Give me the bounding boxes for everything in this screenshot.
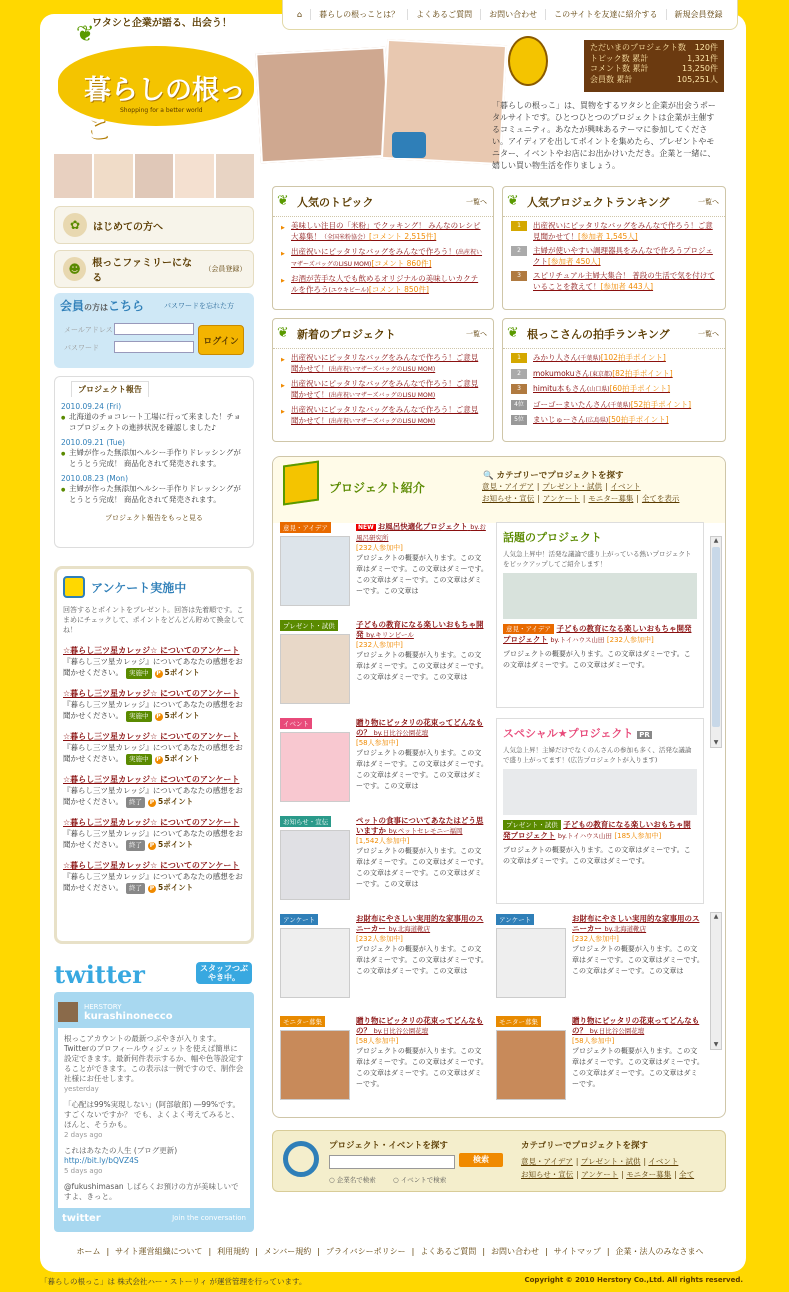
radio-event[interactable]: ○ イベントで検索 <box>393 1176 447 1184</box>
project-title: お財布にやさしい実用的な家事用のスニーカー <box>572 914 700 933</box>
project-scrollbar-2[interactable] <box>710 912 722 1050</box>
mail-label: メールアドレス <box>64 326 113 334</box>
site-stats <box>584 40 724 92</box>
search-category-links: 意見・アイデア | プレゼント・試供 | イベント お知らせ・宣伝 | アンケート | モニター募集 | 全て <box>521 1157 695 1179</box>
project-desc: プロジェクトの概要が入ります。この文章はダミーです。この文章はダミーです。この文章はダミーです。 <box>503 650 691 669</box>
first-time-button[interactable] <box>54 206 254 244</box>
separator: | <box>208 1247 212 1256</box>
leaf-icon: ❦ <box>277 325 289 341</box>
search-input[interactable] <box>329 1155 455 1169</box>
topic-item[interactable]: ▶ 美味しい注目の「米粉」でクッキング！ みんなのレシピ大募集！（全国米粉協会）[コメント 2,515件] <box>281 221 485 243</box>
search-title: プロジェクト・イベントを探す <box>329 1141 448 1151</box>
survey-desc: 『暮らし三ツ星カレッジ』についてあなたの感想をお聞かせください。 <box>63 700 243 720</box>
panel-title: 人気プロジェクトランキング <box>527 195 670 209</box>
more-link[interactable]: 一覧へ <box>466 197 487 206</box>
member-photo <box>216 154 254 198</box>
survey-desc: 『暮らし三ツ星カレッジ』についてあなたの感想をお聞かせください。 <box>63 872 243 892</box>
status-badge: 実施中 <box>126 754 152 765</box>
more-link[interactable]: 一覧へ <box>466 329 487 338</box>
footer-link[interactable]: メンバー規約 <box>263 1247 312 1256</box>
search-button[interactable]: 検索 <box>459 1153 503 1167</box>
top-navigation <box>282 0 738 30</box>
project-org: by.トイハウス山田 <box>557 832 612 840</box>
member-photos <box>54 154 254 198</box>
survey-desc: 『暮らし三ツ星カレッジ』についてあなたの感想をお聞かせください。 <box>63 657 243 677</box>
project-thumbnail <box>496 1030 566 1100</box>
stat-label: ただいまのプロジェクト数 <box>590 43 686 52</box>
special-project-title: スペシャル★プロジェクト <box>503 727 634 740</box>
stat-value: 13,250件 <box>682 64 718 73</box>
points: P 5ポイント <box>149 797 194 806</box>
leaf-icon: ❦ <box>507 325 519 341</box>
rank-badge: 5位 <box>511 415 527 425</box>
panel-title: 新着のプロジェクト <box>297 327 396 341</box>
separator: | <box>545 1247 548 1256</box>
tweet-time: yesterday <box>64 1085 99 1093</box>
category-badge: プレゼント・試供 <box>503 820 561 830</box>
project-thumbnail <box>496 928 566 998</box>
scroll-up-icon: ▲ <box>713 537 719 544</box>
category-badge: 意見・アイデア <box>280 522 331 533</box>
logo-slogan: ワタシと企業が語る、出会う！ <box>92 18 232 29</box>
clap-item[interactable]: 1 みかり人さん(千葉県)[102拍手ポイント] <box>511 353 717 365</box>
home-icon[interactable]: ⌂ <box>297 10 303 19</box>
project-desc: プロジェクトの概要が入ります。この文章はダミーです。この文章はダミーです。この文章はダミーです。この文章は <box>572 945 704 975</box>
participants: [58人参加中] <box>356 1037 399 1045</box>
footer-link[interactable]: 企業・法人のみなさまへ <box>615 1247 704 1256</box>
tweet-text: 「心配は99%実現しない」(阿部敏郎) ―99%です。すごくないですか？ でも、よくよく考えてみると、ほんと、そうかも。 <box>64 1100 240 1129</box>
crown-icon: 1 <box>511 221 527 231</box>
category-link[interactable]: プレゼント・試供 <box>580 1157 641 1166</box>
topic-item[interactable]: ▶ お酒が苦手な人でも飲めるオリジナルの美味しいカクテルを作ろう(ユウキビール)[コメント 850件] <box>281 274 485 296</box>
survey-item[interactable] <box>63 817 245 851</box>
project-desc: プロジェクトの概要が入ります。この文章はダミーです。この文章はダミーです。この文章はダミーです。この文章はダミーです。この文章は <box>356 847 488 888</box>
category-badge: アンケート <box>280 914 318 925</box>
category-links: 意見・アイデア | プレゼント・試供 | イベント お知らせ・宣伝 | アンケート | モニター募集 | 全てを表示 <box>482 482 680 503</box>
report-more-link[interactable]: プロジェクト報告をもっと見る <box>105 514 203 522</box>
survey-item[interactable] <box>63 688 245 722</box>
project-scrollbar[interactable] <box>710 536 722 748</box>
pr-badge: PR <box>639 731 650 739</box>
crown-icon: 2 <box>511 246 527 256</box>
report-date: 2010.08.23 (Mon) <box>61 474 128 483</box>
clap-item[interactable]: 5位 まいじゅーさん(広島県)[50拍手ポイント] <box>511 415 717 427</box>
project-org: by.北海道靴店 <box>604 925 647 933</box>
separator: | <box>106 1247 110 1256</box>
ranking-item[interactable]: 3 スピリチュアル主婦大集合！ 普段の生活で気を付けていることを教えて！[参加者 443人] <box>511 271 717 292</box>
nav-share[interactable]: このサイトを友達に紹介する <box>545 9 665 20</box>
status-badge: 終了 <box>126 797 145 808</box>
crown-icon: 2 <box>511 369 527 379</box>
report-date: 2010.09.24 (Fri) <box>61 402 122 411</box>
twitter-logo: twitter <box>54 960 145 989</box>
scroll-down-icon: ▼ <box>713 1041 719 1048</box>
project-item[interactable]: ▶ 出産祝いにピッタリなバッグをみんなで作ろう！ご意見聞かせて！(出産祝いマザーズバッグのLISU MOM) <box>281 405 485 427</box>
project-org: by.日比谷公園花壇 <box>373 729 429 737</box>
category-link[interactable]: 意見・アイデア <box>482 482 534 491</box>
rank-badge: 4位 <box>511 400 527 410</box>
logo-sub: Shopping for a better world <box>120 107 203 114</box>
category-badge: プレゼント・試供 <box>280 620 338 631</box>
category-link[interactable]: お知らせ・宣伝 <box>482 494 535 503</box>
project-card[interactable] <box>280 816 490 888</box>
category-link[interactable]: アンケート <box>581 1170 619 1179</box>
footer-link[interactable]: よくあるご質問 <box>420 1247 477 1256</box>
category-link[interactable]: イベント <box>610 482 641 491</box>
survey-item[interactable] <box>63 860 245 894</box>
survey-title[interactable]: ☆暮らし三ツ星カレッジ☆ についてのアンケート <box>63 689 240 698</box>
search-bar <box>272 1130 726 1192</box>
new-projects-panel <box>272 318 494 442</box>
project-thumbnail <box>280 928 350 998</box>
member-photo <box>135 154 173 198</box>
search-category-title: カテゴリーでプロジェクトを探す <box>521 1141 648 1151</box>
project-item[interactable]: ▶ 出産祝いにピッタリなバッグをみんなで作ろう！ご意見聞かせて！(出産祝いマザーズバッグのLISU MOM) <box>281 353 485 375</box>
family-label: 根っこファミリーになる <box>92 258 193 284</box>
tweet <box>64 1146 244 1176</box>
stat-label: コメント数 累計 <box>590 64 649 73</box>
point-icon: P <box>156 713 161 720</box>
category-link[interactable]: お知らせ・宣伝 <box>521 1170 574 1179</box>
more-link[interactable]: 一覧へ <box>698 197 719 206</box>
crown-icon: 3 <box>511 384 527 394</box>
clap-item[interactable]: 4位 ゴーゴーまいたんさん(千葉県)[52拍手ポイント] <box>511 400 717 412</box>
project-title: 子どもの教育になる楽しいおもちゃ開発 <box>356 620 484 639</box>
project-card[interactable] <box>280 718 490 790</box>
category-link[interactable]: 全てを表示 <box>641 494 680 503</box>
tweet-text: @fukushimasan しばらくお預けの方が美味しいですよ、きっと。 <box>64 1182 239 1201</box>
category-badge: イベント <box>280 718 312 729</box>
nav-about[interactable]: 暮らしの根っことは？ <box>310 9 407 20</box>
survey-desc: 『暮らし三ツ星カレッジ』についてあなたの感想をお聞かせください。 <box>63 743 243 763</box>
account-company: HERSTORY <box>84 1002 122 1011</box>
participants: [58人参加中] <box>572 1037 615 1045</box>
footer-link[interactable]: お問い合わせ <box>491 1247 540 1256</box>
hot-project-image <box>503 573 697 619</box>
project-card[interactable] <box>280 1016 490 1088</box>
status-badge: 終了 <box>126 883 145 894</box>
project-desc: プロジェクトの概要が入ります。この文章はダミーです。この文章はダミーです。この文章はダミーです。この文章はダミーです。この文章は <box>356 554 488 595</box>
footer-link[interactable]: 利用規約 <box>217 1247 250 1256</box>
project-thumbnail <box>280 1030 350 1100</box>
point-icon: P <box>156 756 161 763</box>
stat-value: 105,251人 <box>676 74 718 84</box>
project-section-title: プロジェクト紹介 <box>329 481 425 495</box>
member-photo <box>175 154 213 198</box>
forgot-password-link[interactable]: パスワードを忘れた方 <box>164 302 234 310</box>
category-link[interactable]: イベント <box>648 1157 679 1166</box>
project-title: ペットの食事についてあなたはどう思いますか <box>356 816 484 835</box>
participants: [232人参加中] <box>356 641 403 649</box>
points: P 5ポイント <box>156 711 200 720</box>
survey-list <box>63 645 245 894</box>
tweet-link[interactable]: http://bit.ly/bQVZ4S <box>64 1156 139 1165</box>
tweet <box>64 1034 244 1094</box>
sprout-icon: ❦ <box>76 22 95 47</box>
twitter-sub: スタッフつぶやき中。 <box>196 962 252 984</box>
more-link[interactable]: 一覧へ <box>698 329 719 338</box>
site-intro: 「暮らしの根っこ」は、買物をするワタシと企業が出会うポータルサイトです。ひとつひとつのプロジェクトは企業が主催するコミュニティ。あなたが興味あるテーマに参加してください。アイディアを出してポイントを集めたら、プレゼントやモニター、イベントやお店にお出かけいただき。企業と一緒に、嬉しい買い物生活を作りましょう。 <box>492 101 716 170</box>
operated-by: 「暮らしの根っこ」は 株式会社ハー・ストーリィ が運営管理を行っています。 <box>40 1277 307 1286</box>
report-item[interactable]: ● 主婦が作った無添加ヘルシー手作りドレッシングがとうとう完成！ 商品化されて発売されます。 <box>61 447 247 469</box>
footer-link[interactable]: ホーム <box>76 1247 101 1256</box>
stat-value: 1,321件 <box>687 53 718 63</box>
project-title: 贈り物にピッタリの花束ってどんなもの？ <box>356 718 484 737</box>
survey-item[interactable] <box>63 774 245 808</box>
project-org: by.日比谷公園花壇 <box>373 1027 429 1035</box>
radio-company[interactable]: ○ 企業名で検索 <box>329 1176 376 1184</box>
footer-nav <box>54 1246 726 1257</box>
cube-mascot-icon <box>283 460 319 505</box>
separator: | <box>255 1247 258 1256</box>
separator: | <box>411 1247 415 1256</box>
footer-link[interactable]: サイトマップ <box>553 1247 601 1256</box>
project-card[interactable] <box>280 620 490 681</box>
member-photo <box>54 154 92 198</box>
chair-icon <box>392 132 426 158</box>
stat-value: 120件 <box>694 43 718 52</box>
point-icon: P <box>149 885 155 892</box>
project-report <box>54 376 254 548</box>
login-title: 会員の方はこちら <box>60 299 145 313</box>
account-name: kurashinonecco <box>84 1010 173 1022</box>
project-thumbnail <box>280 536 350 606</box>
survey-item[interactable] <box>63 645 245 679</box>
points: P 5ポイント <box>156 668 200 677</box>
survey-desc: 『暮らし三ツ星カレッジ』についてあなたの感想をお聞かせください。 <box>63 829 243 849</box>
project-org: by.キリンビール <box>366 631 414 639</box>
scrollbar-thumb <box>712 547 720 727</box>
participants: [232人参加中] <box>606 636 654 644</box>
project-desc: プロジェクトの概要が入ります。この文章はダミーです。この文章はダミーです。この文章はダミーです。 <box>503 846 691 865</box>
survey-title[interactable]: ☆暮らし三ツ星カレッジ☆ についてのアンケート <box>63 818 240 827</box>
special-project-image <box>503 769 697 815</box>
survey-title[interactable]: ☆暮らし三ツ星カレッジ☆ についてのアンケート <box>63 775 240 784</box>
tweet-time: 5 days ago <box>64 1167 103 1175</box>
survey-desc: 回答するとポイントをプレゼント。回答は先着順です。こまめにチェックして、ポイントをどんどん貯めて換金してね！ <box>63 606 245 634</box>
twitter-box <box>54 992 254 1232</box>
topic-item[interactable]: ▶ 出産祝いにピッタリなバッグをみんなで作ろう！(出産祝いマザーズバッグのLISU MOM)[コメント 860件] <box>281 247 485 270</box>
magnifier-icon <box>283 1141 319 1177</box>
project-org: by.ペットセレモニー福岡 <box>388 827 463 835</box>
project-title: お風呂快適化プロジェクト <box>377 522 468 531</box>
project-desc: プロジェクトの概要が入ります。この文章はダミーです。この文章はダミーです。この文章はダミーです。この文章はダミーです。この文章は <box>356 749 488 790</box>
nav-contact[interactable]: お問い合わせ <box>480 9 545 20</box>
survey-title[interactable]: ☆暮らし三ツ星カレッジ☆ についてのアンケート <box>63 732 240 741</box>
participants: [232人参加中] <box>356 935 403 943</box>
points: P 5ポイント <box>149 840 194 849</box>
point-icon: P <box>149 799 155 806</box>
category-link[interactable]: 全て <box>679 1170 695 1179</box>
report-date: 2010.09.21 (Tue) <box>61 438 125 447</box>
family-icon: ☻ <box>63 257 86 281</box>
category-link[interactable]: モニター募集 <box>588 494 634 503</box>
stat-label: トピック数 累計 <box>590 53 649 63</box>
project-title: 子どもの教育になる楽しいおもちゃ開発プロジェクト <box>503 624 692 644</box>
special-project-desc: 人気急上昇！主婦だけでなくのんさんの参加も多く、活発な議論で盛り上がってます！(広告プロジェクトが入ります) <box>503 746 692 764</box>
project-desc: プロジェクトの概要が入ります。この文章はダミーです。この文章はダミーです。この文章はダミーです。この文章はダミーです。 <box>572 1047 704 1088</box>
tweet <box>64 1182 244 1202</box>
join-conversation-link[interactable]: Join the conversation <box>172 1214 246 1222</box>
survey-desc: 『暮らし三ツ星カレッジ』についてあなたの感想をお聞かせください。 <box>63 786 243 806</box>
category-link[interactable]: 意見・アイデア <box>521 1157 573 1166</box>
category-search-title: 🔍 カテゴリーでプロジェクトを探す <box>483 471 624 481</box>
project-org: by.北海道靴店 <box>388 925 431 933</box>
project-desc: プロジェクトの概要が入ります。この文章はダミーです。この文章はダミーです。この文章はダミーです。この文章は <box>356 651 488 681</box>
points: P 5ポイント <box>156 754 200 763</box>
project-card[interactable] <box>496 914 706 975</box>
participants: [185人参加中] <box>614 832 662 840</box>
tweet-feed[interactable] <box>58 1028 250 1208</box>
nav-faq[interactable]: よくあるご質問 <box>407 9 480 20</box>
crown-icon: 1 <box>511 353 527 363</box>
panel-title: 根っこさんの拍手ランキング <box>527 327 670 341</box>
new-badge: NEW <box>358 524 374 531</box>
family-register-button[interactable] <box>54 250 254 288</box>
footer-link[interactable]: サイト運営組織について <box>115 1247 203 1256</box>
report-tab: プロジェクト報告 <box>71 381 149 397</box>
report-item[interactable]: ● 北海道のチョコレート工場に行って来ました！チョコプロジェクトの進捗状況を確認しました♪ <box>61 411 247 433</box>
clap-item[interactable]: 2 mokumokuさん(東京都)[82拍手ポイント] <box>511 369 717 381</box>
site-logo[interactable] <box>58 18 254 145</box>
separator: | <box>482 1247 486 1256</box>
email-field[interactable] <box>114 323 194 335</box>
login-button[interactable]: ログイン <box>198 325 244 355</box>
project-org: by.日比谷公園花壇 <box>589 1027 645 1035</box>
project-title: 贈り物にピッタリの花束ってどんなもの？ <box>572 1016 700 1035</box>
company-link[interactable]: 株式会社ハー・ストーリィ <box>117 1277 208 1286</box>
avatar <box>58 1002 78 1022</box>
survey-title: アンケート実施中 <box>91 580 187 595</box>
project-org: by.お風呂研究所 <box>356 523 486 542</box>
survey-box <box>54 566 254 944</box>
clap-item[interactable]: 3 himitu本もさん(山口県)[60拍手ポイント] <box>511 384 717 396</box>
category-badge: モニター募集 <box>280 1016 325 1027</box>
tweet-text: 根っこアカウントの最新つぶやきが入ります。Twitterのプロフィールウィジェットを使えば簡単に設定できます。最新何件表示するか、幅や色等設定することができます。この表示は一例ですので、制作会社様にお任せします。 <box>64 1034 244 1083</box>
status-badge: 実施中 <box>126 711 152 722</box>
twitter-footer-logo[interactable]: twitter <box>62 1212 101 1224</box>
project-card[interactable] <box>280 914 490 975</box>
hot-project-card[interactable] <box>496 522 704 708</box>
survey-icon <box>63 576 85 598</box>
group-photo <box>255 47 391 164</box>
ranking-item[interactable]: 1 出産祝いにピッタリなバッグをみんなで作ろう！ご意見聞かせて！[参加者 1,545人] <box>511 221 717 242</box>
project-thumbnail <box>280 634 350 704</box>
special-project-card[interactable] <box>496 718 704 904</box>
survey-title[interactable]: ☆暮らし三ツ星カレッジ☆ についてのアンケート <box>63 861 240 870</box>
category-badge: モニター募集 <box>496 1016 541 1027</box>
scroll-up-icon: ▲ <box>713 913 719 920</box>
participants: [232人参加中] <box>572 935 619 943</box>
project-title: お財布にやさしい実用的な家事用のスニーカー <box>356 914 484 933</box>
family-note: （会員登録） <box>204 265 247 273</box>
mascot-icon <box>508 36 548 86</box>
project-desc: プロジェクトの概要が入ります。この文章はダミーです。この文章はダミーです。この文章はダミーです。この文章は <box>356 945 488 975</box>
tweet <box>64 1100 244 1140</box>
copyright: Copyright © 2010 Herstory Co.,Ltd. All rights reserved. <box>524 1276 743 1284</box>
report-item[interactable]: ● 主婦が作った無添加ヘルシー手作りドレッシングがとうとう完成！ 商品化されて発売されます。 <box>61 483 247 505</box>
project-desc: プロジェクトの概要が入ります。この文章はダミーです。この文章はダミーです。この文章はダミーです。この文章はダミーです。 <box>356 1047 488 1088</box>
bottom-bar <box>0 1272 789 1292</box>
member-photo <box>94 154 132 198</box>
category-badge: お知らせ・宣伝 <box>280 816 331 827</box>
tweet-text: これはあなたの人生 (ブログ更新) <box>64 1146 178 1155</box>
category-link[interactable]: プレゼント・試供 <box>542 482 603 491</box>
participants: [1,542人参加中] <box>356 837 410 845</box>
clap-ranking-panel <box>502 318 726 442</box>
project-thumbnail <box>280 830 350 900</box>
leaf-icon: ❦ <box>277 193 289 209</box>
point-icon: P <box>149 842 155 849</box>
password-field[interactable] <box>114 341 194 353</box>
password-label: パスワード <box>64 344 99 352</box>
participants: [232人参加中] <box>356 544 403 552</box>
category-badge: 意見・アイデア <box>503 624 554 634</box>
ranking-item[interactable]: 2 主婦が使いやすい調理器具をみんなで作ろうプロジェクト[参加者 450人] <box>511 246 717 267</box>
first-time-label: はじめての方へ <box>93 221 163 233</box>
category-link[interactable]: アンケート <box>542 494 580 503</box>
leaf-icon: ❦ <box>507 193 519 209</box>
participants: [58人参加中] <box>356 739 399 747</box>
login-box <box>54 293 254 368</box>
points: P 5ポイント <box>149 883 194 892</box>
nav-register[interactable]: 新規会員登録 <box>666 9 731 20</box>
crown-icon: 3 <box>511 271 527 281</box>
separator: | <box>317 1247 320 1256</box>
project-org: by.トイハウス山田 <box>550 636 605 644</box>
scroll-down-icon: ▼ <box>713 739 719 746</box>
tweet-time: 2 days ago <box>64 1131 103 1139</box>
survey-item[interactable] <box>63 731 245 765</box>
stat-label: 会員数 累計 <box>590 74 633 84</box>
project-title: 子どもの教育になる楽しいおもちゃ開発プロジェクト <box>503 820 691 840</box>
plant-icon: ✿ <box>63 213 87 237</box>
survey-title[interactable]: ☆暮らし三ツ星カレッジ☆ についてのアンケート <box>63 646 240 655</box>
category-link[interactable]: モニター募集 <box>626 1170 672 1179</box>
status-badge: 実施中 <box>126 668 152 679</box>
separator: | <box>606 1247 610 1256</box>
twitter-widget <box>54 960 254 1232</box>
category-badge: アンケート <box>496 914 534 925</box>
status-badge: 終了 <box>126 840 145 851</box>
project-card[interactable] <box>496 1016 706 1088</box>
footer-link[interactable]: プライバシーポリシー <box>326 1247 406 1256</box>
hot-project-desc: 人気急上昇中！活発な議論で盛り上がっている熱いプロジェクトをピックアップしてご紹介します！ <box>503 550 692 568</box>
logo-title: 暮らしの根っこ <box>84 75 246 145</box>
project-title: 贈り物にピッタリの花束ってどんなもの？ <box>356 1016 484 1035</box>
project-card[interactable] <box>280 522 490 595</box>
popular-projects-panel <box>502 186 726 310</box>
popular-topics-panel <box>272 186 494 310</box>
project-item[interactable]: ▶ 出産祝いにピッタリなバッグをみんなで作ろう！ご意見聞かせて！(出産祝いマザーズバッグのLISU MOM) <box>281 379 485 401</box>
hot-project-title: 話題のプロジェクト <box>503 531 602 544</box>
project-thumbnail <box>280 732 350 802</box>
point-icon: P <box>156 670 161 677</box>
panel-title: 人気のトピック <box>297 195 374 209</box>
twitter-account[interactable] <box>58 996 250 1028</box>
